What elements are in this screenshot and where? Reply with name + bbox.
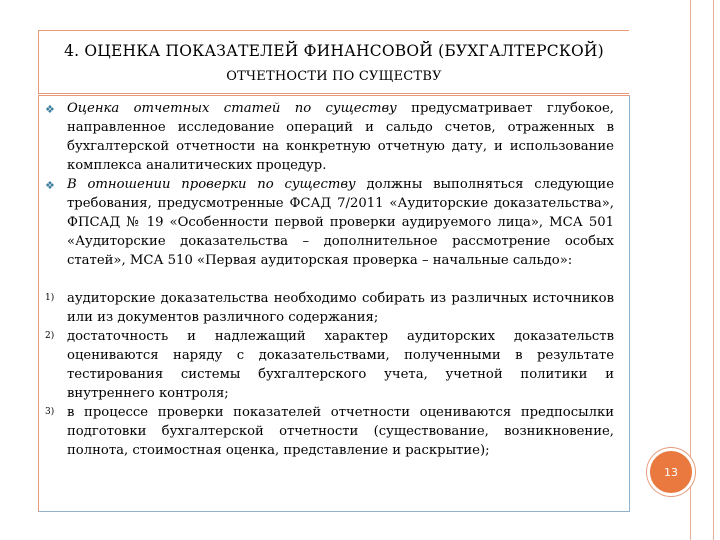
list-item-body: должны выполняться следующие требования, предусмотренные ФСАД 7/2011 «Аудиторские доказательства», ФПСАД № 19 «Особенности первой проверки аудируемого лица», МСА 501 «Аудиторские доказательства – дополнительное рассмотрение особых статей», МСА 510 «Первая аудиторская проверка – начальные сальдо»: [67,177,614,268]
list-number: 1) [45,293,55,303]
list-number: 2) [45,331,55,341]
list-item-lead: Оценка отчетных статей по существу [67,101,397,116]
list-item-body: в процессе проверки показателей отчетности оцениваются предпосылки подготовки бухгалтерской отчетности (существование, возникновение, полнота, стоимостная оценка, представление и раскрытие); [67,405,614,458]
slide-title-line-1: 4. ОЦЕНКА ПОКАЗАТЕЛЕЙ ФИНАНСОВОЙ (БУХГАЛТЕРСКОЙ) [64,42,604,60]
list-number: 3) [45,407,55,417]
diamond-bullet-icon: ❖ [45,179,55,192]
list-item-text [67,99,614,175]
list-item-text [67,289,614,327]
diamond-bullet-icon: ❖ [45,103,55,116]
list-item-body: аудиторские доказательства необходимо собирать из различных источников или из документов различного содержания; [67,291,614,325]
right-margin-rule [690,0,714,540]
title-box [38,30,629,94]
slide-title-line-2: ОТЧЕТНОСТИ ПО СУЩЕСТВУ [226,69,442,84]
list-item-body: предусматривает глубокое, направленное исследование операций и сальдо счетов, отраженных в бухгалтерской отчетности на конкретную отчетную дату, и использование комплекса аналитических процедур. [67,101,614,173]
list-item-text [67,175,614,270]
content-box [38,95,630,512]
page-number-badge: 13 [647,448,695,496]
list-item-text [67,403,614,460]
list-item-text [67,327,614,403]
list-item-body: достаточность и надлежащий характер аудиторских доказательств оцениваются наряду с доказательствами, полученными в результате тестирования системы бухгалтерского учета, учетной политики и внутреннего контроля; [67,329,614,401]
list-item-lead: В отношении проверки по существу [67,177,356,192]
